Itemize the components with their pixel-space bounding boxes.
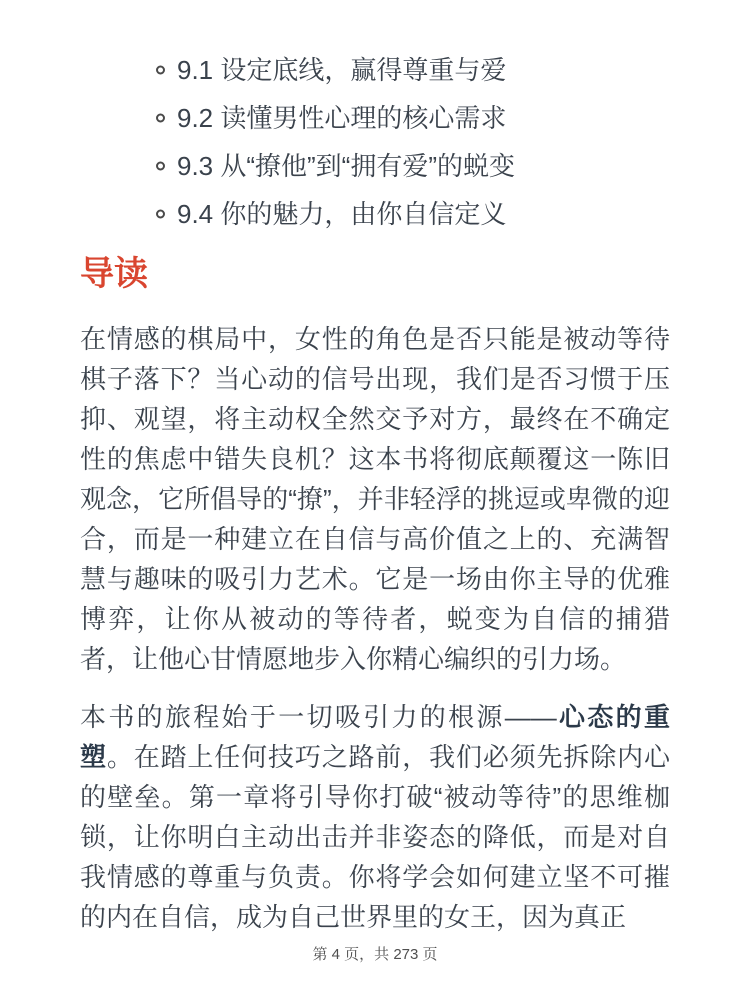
toc-item: [80, 94, 670, 142]
circle-bullet-icon: [156, 210, 165, 219]
circle-bullet-icon: [156, 114, 165, 123]
journey-paragraph-bold-phrase: 心态的重塑: [80, 701, 670, 772]
toc-list: [80, 46, 670, 238]
toc-item-label: 9.3 从“撩他”到“拥有爱”的蜕变: [177, 151, 516, 181]
toc-item: [80, 190, 670, 238]
circle-bullet-icon: [156, 162, 165, 171]
journey-paragraph-suffix: 。在踏上任何技巧之路前，我们必须先拆除内心的壁垒。第一章将引导你打破“被动等待”的思维枷锁，让你明白主动出击并非姿态的降低，而是对自我情感的尊重与负责。你将学会如何建立坚不可摧的内在自信，成为自己世界里的女王，因为真正: [80, 741, 670, 932]
circle-bullet-icon: [156, 66, 165, 75]
intro-paragraph: 在情感的棋局中，女性的角色是否只能是被动等待棋子落下？当心动的信号出现，我们是否习惯于压抑、观望，将主动权全然交予对方，最终在不确定性的焦虑中错失良机？这本书将彻底颠覆这一陈旧观念，它所倡导的“撩”，并非轻浮的挑逗或卑微的迎合，而是一种建立在自信与高价值之上的、充满智慧与趣味的吸引力艺术。它是一场由你主导的优雅博弈，让你从被动的等待者，蜕变为自信的捕猎者，让他心甘情愿地步入你精心编织的引力场。: [80, 323, 670, 674]
toc-item: [80, 142, 670, 190]
journey-paragraph-prefix: 本书的旅程始于一切吸引力的根源——: [80, 701, 557, 732]
page-number-footer: 第 4 页，共 273 页: [312, 946, 438, 963]
section-heading: 导读: [80, 255, 148, 293]
journey-paragraph: [80, 697, 670, 937]
toc-item: [80, 46, 670, 94]
toc-item-label: 9.1 设定底线，赢得尊重与爱: [177, 55, 507, 85]
toc-item-label: 9.2 读懂男性心理的核心需求: [177, 103, 507, 133]
toc-item-label: 9.4 你的魅力，由你自信定义: [177, 199, 507, 229]
